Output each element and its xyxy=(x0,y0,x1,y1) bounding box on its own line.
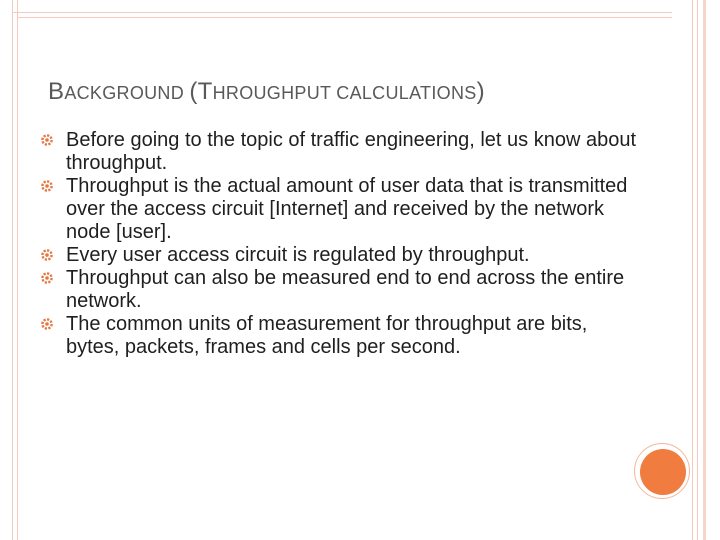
bullet-text: Throughput can also be measured end to end across the entire network. xyxy=(66,267,625,312)
title-part: HROUGHPUT CALCULATIONS xyxy=(212,83,477,103)
list-item xyxy=(40,129,640,175)
gear-icon xyxy=(40,271,54,285)
list-item xyxy=(40,244,640,267)
frame-line xyxy=(697,0,698,540)
frame-line xyxy=(17,17,672,18)
bullet-text: The common units of measurement for throughput are bits, bytes, packets, frames and cells per second. xyxy=(66,313,588,358)
bullet-text: Every user access circuit is regulated by throughput. xyxy=(66,244,530,266)
list-item xyxy=(40,267,640,313)
bullet-list xyxy=(40,129,640,359)
gear-icon xyxy=(40,317,54,331)
bullet-text: Throughput is the actual amount of user data that is transmitted over the access circuit [Internet] and received by the network node [user]. xyxy=(66,175,628,243)
slide-title xyxy=(48,78,668,112)
bullet-text: Before going to the topic of traffic engineering, let us know about throughput. xyxy=(66,129,636,174)
frame-line xyxy=(17,0,18,540)
gear-icon xyxy=(40,133,54,147)
title-part: (T xyxy=(189,78,213,105)
frame-line xyxy=(12,12,672,13)
frame-line xyxy=(703,0,706,540)
list-item xyxy=(40,175,640,244)
gear-icon xyxy=(40,248,54,262)
title-part: ACKGROUND xyxy=(64,83,190,103)
gear-icon xyxy=(40,179,54,193)
title-part: B xyxy=(48,78,65,105)
decorative-circle xyxy=(640,449,686,495)
frame-line xyxy=(692,0,693,540)
list-item xyxy=(40,313,640,359)
frame-line xyxy=(12,0,13,540)
title-part: ) xyxy=(476,78,485,105)
